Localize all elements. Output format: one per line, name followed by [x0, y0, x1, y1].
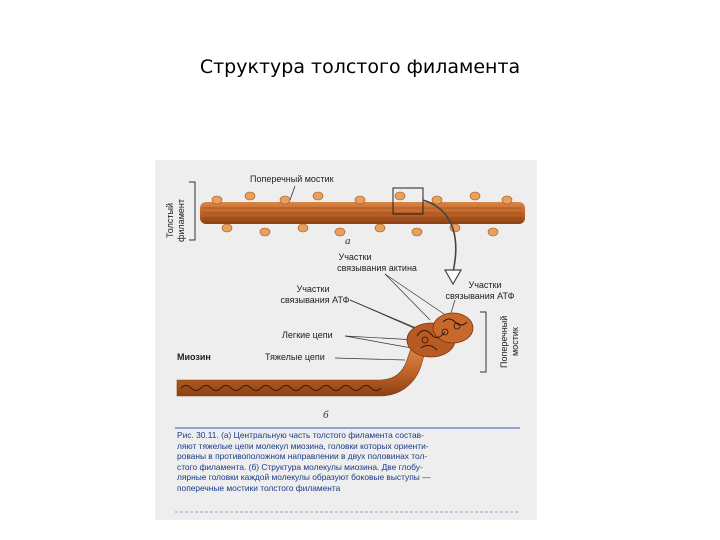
- atp-sites-right-label-line1: Участки: [468, 280, 502, 290]
- cross-bridge-label: Поперечный мостик: [250, 174, 334, 184]
- atp-sites-left-label-line2: связывания АТФ: [280, 295, 350, 305]
- light-chains-label: Легкие цепи: [282, 330, 333, 340]
- atp-sites-right-label-line2: связывания АТФ: [445, 291, 515, 301]
- figure-caption: [177, 430, 517, 500]
- caption-line: ляют тяжелые цепи молекул миозина, головки которых ориенти-: [177, 440, 429, 451]
- actin-sites-label-line2: связывания актина: [337, 263, 417, 273]
- thick-filament-side-label: [165, 182, 195, 242]
- myosin-molecule: [177, 313, 473, 396]
- atp-sites-left-label-line1: Участки: [296, 284, 330, 294]
- thick-filament-rod: [200, 188, 525, 236]
- side-cross-bridge-label-line2: мостик: [510, 327, 520, 356]
- panel-b-letter: б: [323, 409, 329, 421]
- slide-title: Структура толстого филамента: [199, 56, 521, 78]
- heavy-chains-label: Тяжелые цепи: [265, 352, 325, 362]
- actin-sites-label-line1: Участки: [338, 252, 372, 262]
- caption-line: рованы в противоположном направлении в двух половинах тол-: [177, 451, 428, 462]
- thick-filament-label-line1: Толстый: [165, 203, 175, 238]
- caption-line: лярные головки каждой молекулы образуют боковые выступы —: [177, 472, 431, 483]
- caption-line: Рис. 30.11. (а) Центральную часть толстого филамента состав-: [177, 430, 424, 440]
- thick-filament-label-line2: филамент: [176, 199, 186, 242]
- panel-a-letter: а: [345, 235, 351, 247]
- myosin-label: Миозин: [177, 352, 211, 362]
- caption-line: стого филамента. (б) Структура молекулы миозина. Две глобу-: [177, 461, 423, 472]
- side-cross-bridge-label-line1: Поперечный: [499, 315, 509, 368]
- caption-line: поперечные мостики толстого филамента: [177, 482, 341, 493]
